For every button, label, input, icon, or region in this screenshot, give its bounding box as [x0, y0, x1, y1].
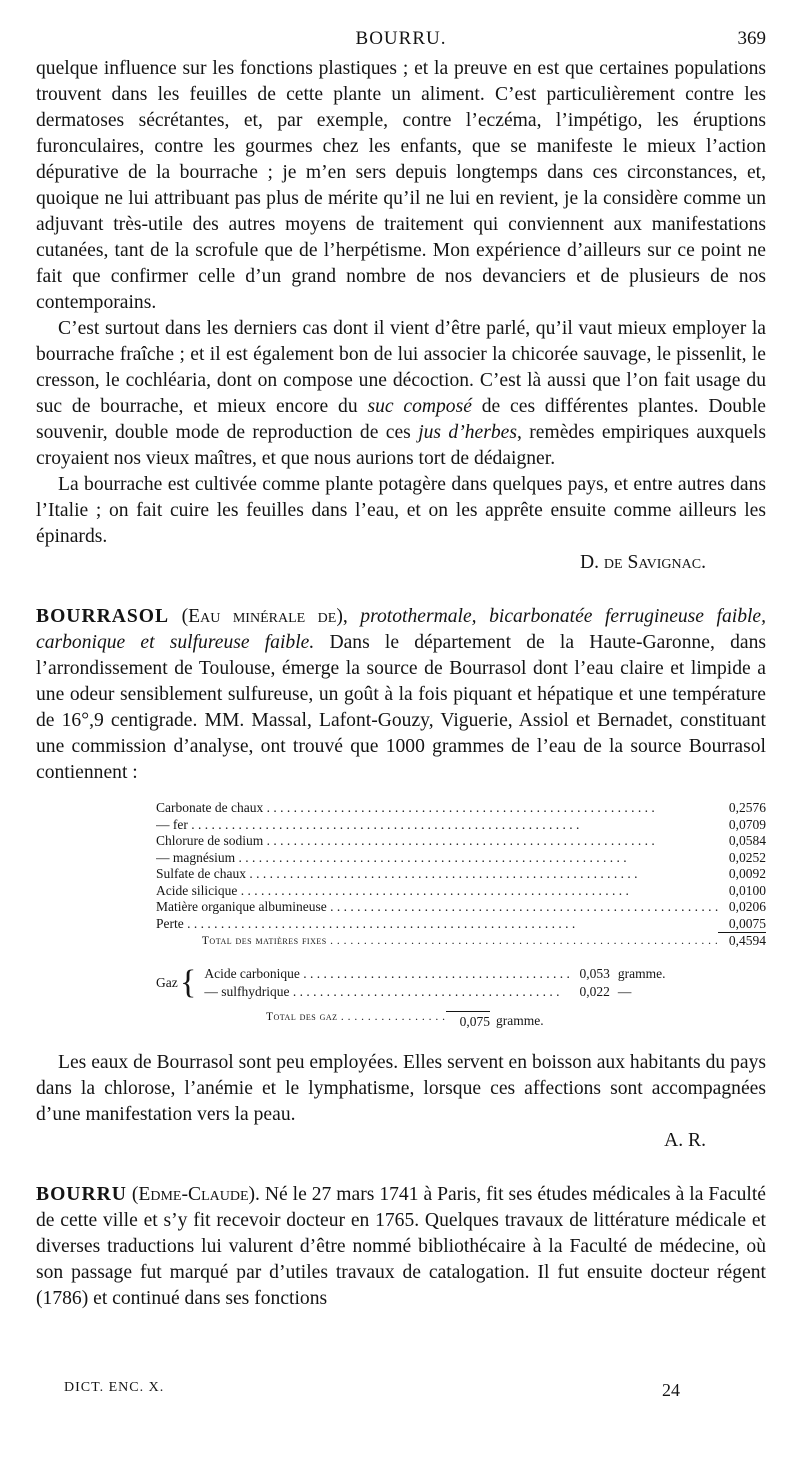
- signature-mark: DICT. ENC. X.: [64, 1380, 165, 1395]
- page-footer: [64, 1380, 680, 1401]
- gas-total-label: Total des gaz . . .: [266, 1011, 446, 1030]
- analysis-value: 0,0100: [728, 882, 766, 898]
- analysis-row: [156, 833, 766, 850]
- analysis-row: [156, 899, 766, 916]
- brace-icon: {: [180, 964, 197, 1001]
- analysis-row: [156, 850, 766, 867]
- author-signature-ar: A. R.: [664, 1129, 706, 1151]
- qualifier-bourrasol: (Eau minérale de),: [181, 606, 348, 627]
- analysis-total-label: Total des matières fixes . . .: [156, 933, 718, 950]
- gas-unit: gramme.: [617, 965, 666, 981]
- analysis-value: 0,0075: [728, 915, 766, 931]
- entry-bourrasol: [36, 604, 766, 786]
- analysis-row: [156, 800, 766, 817]
- analysis-row: [156, 916, 766, 933]
- analysis-value: 0,0252: [728, 849, 766, 865]
- analysis-row: [156, 866, 766, 883]
- running-head: [36, 26, 766, 56]
- analysis-row: [156, 817, 766, 834]
- analysis-total-row: [156, 933, 766, 950]
- entry-bourru: [36, 1182, 766, 1312]
- signature-line: [36, 550, 766, 576]
- paragraph-bourrache-usage: [36, 316, 766, 472]
- paragraph-bourrasol-usage: Les eaux de Bourrasol sont peu employées. Elles servent en boisson aux habitants du pays dans la chlorose, l’anémie et le lymphatisme, lorsque ces affections sont accompagnées d’une manifestation vers la peau.: [36, 1051, 766, 1125]
- descriptor-bourrasol: protothermale, bicarbonatée ferrugineuse faible, carbonique et sulfureuse faible.: [36, 606, 767, 653]
- analysis-total-value: 0,4594: [718, 933, 766, 950]
- analysis-substance: Perte . . .: [156, 916, 718, 933]
- signature-line-2: [36, 1128, 766, 1154]
- analysis-value: 0,0584: [728, 833, 766, 848]
- gas-total-unit: gramme.: [496, 1012, 544, 1028]
- gas-unit: —: [617, 984, 632, 999]
- sheet-number: 24: [662, 1380, 680, 1400]
- analysis-substance: — fer . . .: [156, 817, 718, 834]
- para2-text-a: C’est surtout dans les derniers cas dont il vient d’être parlé, qu’il vaut mieux employer la bourrache fraîche ; et il est également bon de lui associer la chicorée sauvage, le pissenlit, le cresson, le cochléaria, dont on compose une décoction. C’est là aussi que l’on fait usage du suc de bourrache, et mieux encore du: [36, 318, 766, 417]
- analysis-substance: Chlorure de sodium . . .: [156, 833, 718, 850]
- analysis-value: 0,0206: [728, 899, 766, 914]
- paragraph-bourrache-culture: La bourrache est cultivée comme plante potagère dans quelques pays, et entre autres dans l’Italie ; on fait cuire les feuilles dans l’eau, et on les apprête ensuite comme ailleurs les épinards.: [36, 474, 766, 547]
- analysis-substance: Matière organique albumineuse . . .: [156, 899, 718, 916]
- gas-substance: Acide carbonique . . .: [204, 966, 570, 983]
- analysis-value: 0,0709: [728, 816, 766, 832]
- analysis-substance: Carbonate de chaux . . .: [156, 800, 718, 817]
- gas-substance: — sulfhydrique . . .: [204, 984, 570, 1001]
- analysis-substance: Sulfate de chaux . . .: [156, 866, 718, 883]
- page-number: 369: [737, 28, 766, 49]
- analysis-value: 0,2576: [728, 800, 766, 815]
- gas-row: [204, 984, 698, 1001]
- page: [36, 26, 766, 1312]
- gas-total: [266, 1011, 766, 1030]
- gas-table: [202, 964, 700, 1003]
- gas-total-value: 0,075: [446, 1011, 490, 1030]
- gas-block: [156, 964, 766, 1003]
- gas-value: 0,053: [579, 965, 610, 981]
- gas-label: Gaz: [156, 974, 178, 990]
- para2-text-b: de ces différentes plantes. Double souvenir, double mode de reproduction de ces: [36, 396, 766, 443]
- qualifier-bourru: (Edme-Claude).: [131, 1183, 260, 1205]
- headword-bourru: BOURRU: [36, 1183, 127, 1205]
- author-signature-savignac: D. de Savignac.: [579, 552, 706, 573]
- para2-text-c: , remèdes empiriques auxquels croyaient nos vieux maîtres, et que nous aurions tort de dédaigner.: [36, 422, 767, 469]
- analysis-table: [156, 800, 766, 950]
- term-suc-compose: suc composé: [367, 396, 472, 417]
- analysis-substance: — magnésium . . .: [156, 850, 718, 867]
- text-bourrasol: Dans le département de la Haute-Garonne, dans l’arrondissement de Toulouse, émerge la source de Bourrasol dont l’eau claire et limpide a une odeur sensiblement sulfureuse, un goût à la fois piquant et hépatique et une température de 16°,9 centigrade. MM. Massal, Lafont-Gouzy, Viguerie, Assiol et Bernadet, constituant une commission d’analyse, ont trouvé que 1000 grammes de l’eau de la source Bourrasol contiennent :: [36, 632, 766, 783]
- analysis-substance: Acide silicique . . .: [156, 883, 718, 900]
- headword-bourrasol: BOURRASOL: [36, 606, 170, 627]
- analysis-row: [156, 883, 766, 900]
- running-head-title: BOURRU.: [355, 28, 447, 49]
- gas-row: [204, 966, 698, 983]
- text-bourru: Né le 27 mars 1741 à Paris, fit ses études médicales à la Faculté de cette ville et s’y fit recevoir docteur en 1765. Quelques travaux de littérature médicale et diverses traductions lui valurent d’être nommé bibliothécaire à la Faculté de médecine, où son passage fut marqué par d’utiles travaux de catalogation. Il fut ensuite docteur régent (1786) et continué dans ses fonctions: [36, 1183, 766, 1309]
- gas-value: 0,022: [579, 984, 610, 999]
- term-jus-herbes: jus d’herbes: [418, 422, 517, 443]
- analysis-value: 0,0092: [728, 866, 766, 881]
- paragraph-bourrache-continued: quelque influence sur les fonctions plastiques ; et la preuve en est que certaines populations trouvent dans les feuilles de cette plante un aliment. C’est particulièrement contre les dermatoses sécrétantes, et, par exemple, contre l’eczéma, l’impétigo, les éruptions furonculaires, contre les gourmes chez les enfants, que se manifeste le mieux l’action dépurative de la bourrache ; je m’en sers depuis longtemps dans ces circonstances, et, quoique ne lui attribuant pas plus de mérite qu’il ne lui en revient, je la considère comme un adjuvant très-utile des autres moyens de traitement qui conviennent aux manifestations cutanées, tant de la scrofule que de l’herpétisme. Mon expérience d’ailleurs sur ce point ne fait que confirmer celle d’un grand nombre de nos devanciers et de plusieurs de nos contemporains.: [36, 58, 766, 313]
